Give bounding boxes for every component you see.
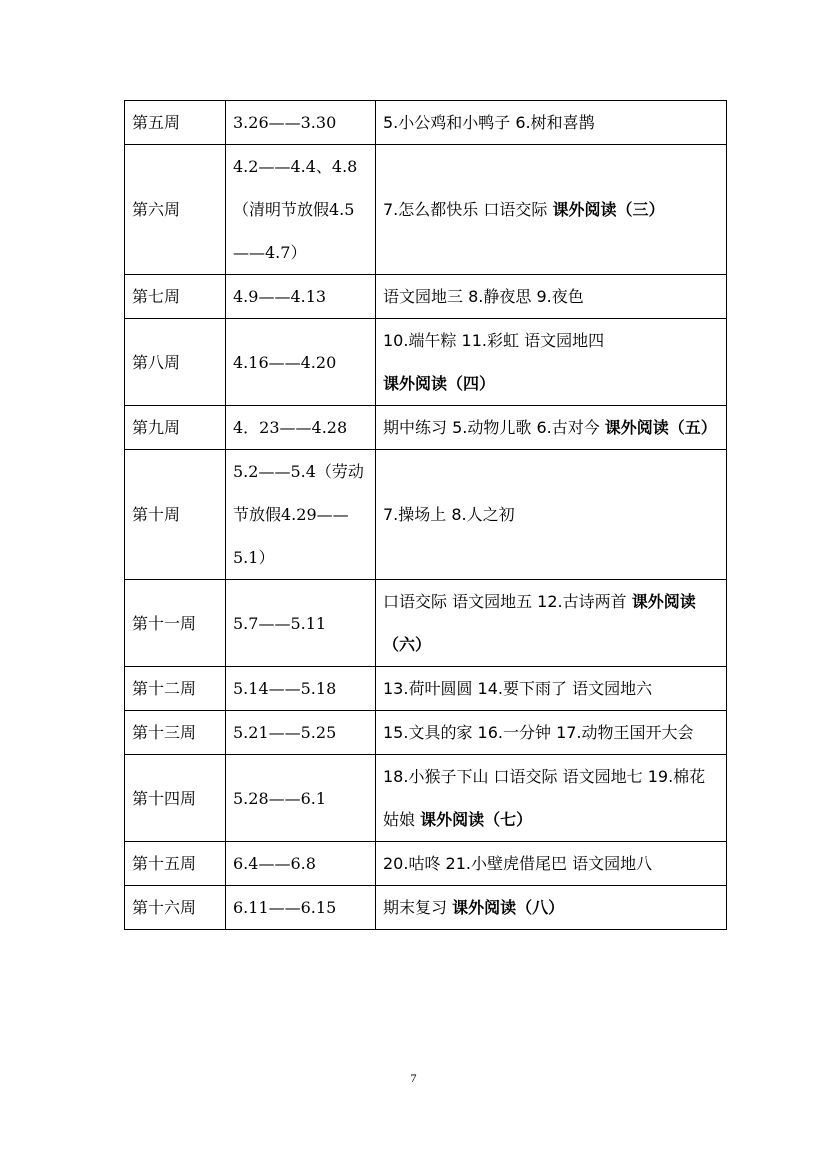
content-cell <box>376 450 727 580</box>
date-cell: 4．23——4.28 <box>226 406 376 450</box>
week-cell: 第十周 <box>125 450 226 580</box>
week-cell: 第十六周 <box>125 886 226 930</box>
reading-label: 课外阅读（五） <box>604 418 717 437</box>
schedule-table <box>124 100 727 930</box>
schedule-row <box>125 450 727 580</box>
date-cell: 4.9——4.13 <box>226 275 376 319</box>
week-cell: 第五周 <box>125 101 226 145</box>
schedule-row <box>125 319 727 406</box>
content-cell <box>376 101 727 145</box>
lesson-text: 7.操场上 8.人之初 <box>383 505 515 524</box>
content-cell <box>376 842 727 886</box>
week-cell: 第十五周 <box>125 842 226 886</box>
schedule-row <box>125 101 727 145</box>
week-cell: 第八周 <box>125 319 226 406</box>
date-cell: 3.26——3.30 <box>226 101 376 145</box>
date-cell: 6.11——6.15 <box>226 886 376 930</box>
date-cell: 6.4——6.8 <box>226 842 376 886</box>
content-cell <box>376 145 727 275</box>
schedule-row <box>125 667 727 711</box>
lesson-text: 18.小猴子下山 口语交际 语文园地七 19.棉花姑娘 <box>383 767 706 829</box>
schedule-row <box>125 145 727 275</box>
reading-label: 课外阅读（三） <box>552 200 665 219</box>
schedule-row <box>125 886 727 930</box>
lesson-text: 15.文具的家 16.一分钟 17.动物王国开大会 <box>383 723 694 742</box>
page-number: 7 <box>410 1071 417 1085</box>
content-cell <box>376 886 727 930</box>
lesson-text: 10.端午粽 11.彩虹 语文园地四 <box>383 331 605 350</box>
content-cell <box>376 319 727 406</box>
date-cell: 5.21——5.25 <box>226 711 376 755</box>
date-cell: 5.14——5.18 <box>226 667 376 711</box>
date-cell: 5.2——5.4（劳动节放假4.29——5.1） <box>226 450 376 580</box>
date-cell: 4.2——4.4、4.8（清明节放假4.5——4.7） <box>226 145 376 275</box>
lesson-text: 语文园地三 8.静夜思 9.夜色 <box>383 287 584 306</box>
schedule-row <box>125 580 727 667</box>
week-cell: 第六周 <box>125 145 226 275</box>
content-cell <box>376 275 727 319</box>
lesson-text: 13.荷叶圆圆 14.要下雨了 语文园地六 <box>383 679 653 698</box>
reading-label: 课外阅读（四） <box>383 374 496 393</box>
week-cell: 第十一周 <box>125 580 226 667</box>
date-cell: 5.28——6.1 <box>226 755 376 842</box>
schedule-row <box>125 842 727 886</box>
schedule-row <box>125 406 727 450</box>
lesson-text: 期中练习 5.动物儿歌 6.古对今 <box>383 418 605 437</box>
lesson-text: 5.小公鸡和小鸭子 6.树和喜鹊 <box>383 113 595 132</box>
reading-label: 课外阅读（六） <box>383 592 696 654</box>
date-cell: 4.16——4.20 <box>226 319 376 406</box>
week-cell: 第七周 <box>125 275 226 319</box>
lesson-text: 20.咕咚 21.小壁虎借尾巴 语文园地八 <box>383 854 653 873</box>
lesson-text: 口语交际 语文园地五 12.古诗两首 <box>383 592 632 611</box>
lesson-text: 期末复习 <box>383 898 453 917</box>
schedule-body <box>125 101 727 930</box>
week-cell: 第九周 <box>125 406 226 450</box>
lesson-text: 7.怎么都快乐 口语交际 <box>383 200 553 219</box>
week-cell: 第十三周 <box>125 711 226 755</box>
week-cell: 第十二周 <box>125 667 226 711</box>
content-cell <box>376 755 727 842</box>
content-cell <box>376 580 727 667</box>
content-cell <box>376 711 727 755</box>
schedule-row <box>125 711 727 755</box>
date-cell: 5.7——5.11 <box>226 580 376 667</box>
content-cell <box>376 667 727 711</box>
week-cell: 第十四周 <box>125 755 226 842</box>
reading-label: 课外阅读（七） <box>420 810 533 829</box>
reading-label: 课外阅读（八） <box>452 898 565 917</box>
schedule-row <box>125 755 727 842</box>
content-cell <box>376 406 727 450</box>
schedule-row <box>125 275 727 319</box>
